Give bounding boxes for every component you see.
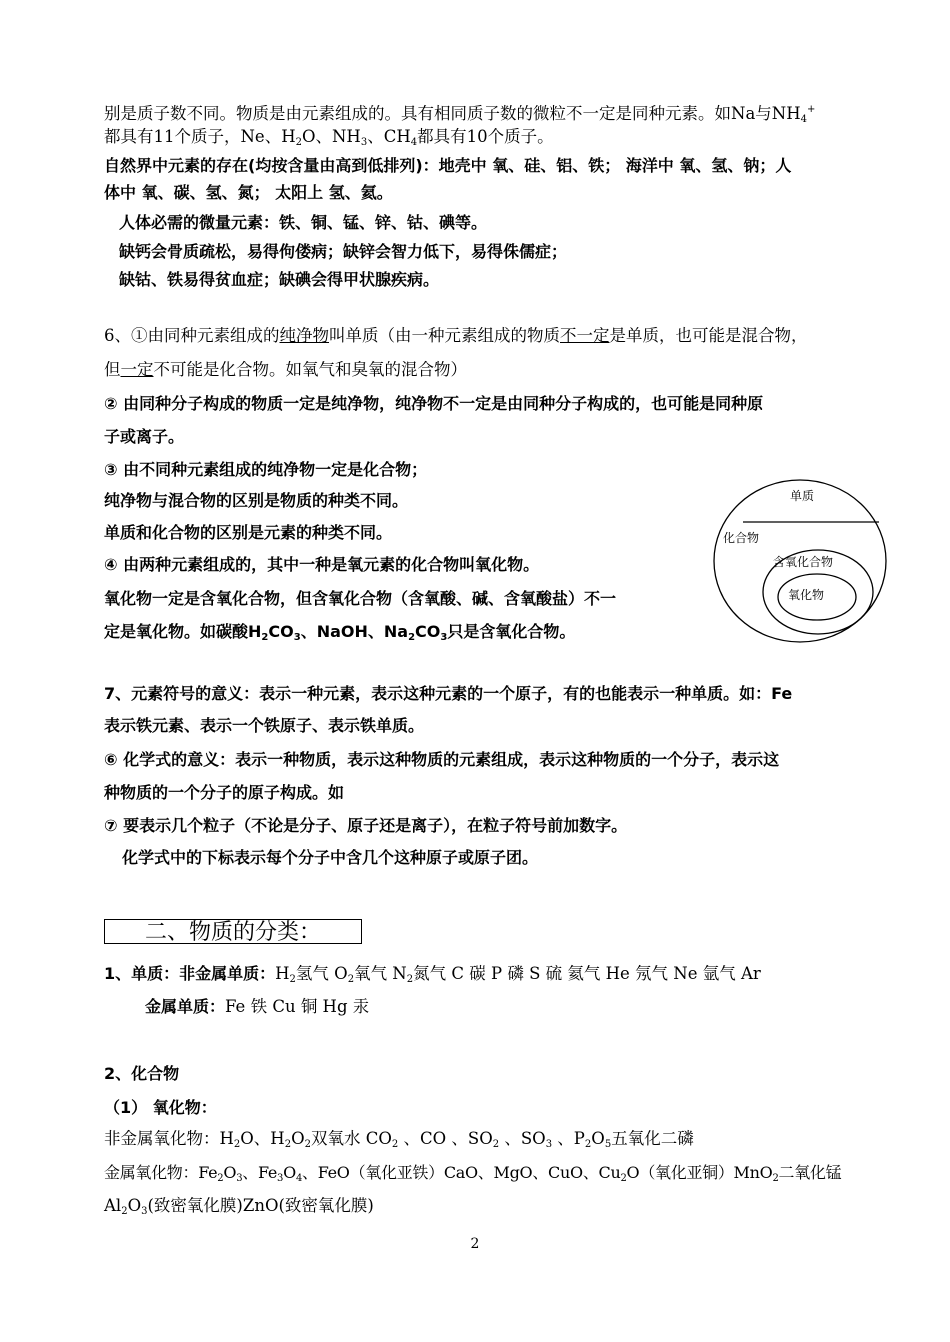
text-line: 缺钙会骨质疏松，易得佝偻病；缺锌会智力低下，易得侏儒症； [119, 242, 568, 261]
section-heading: 二、物质的分类： [104, 919, 362, 944]
text-line: ⑥ 化学式的意义：表示一种物质，表示这种物质的元素组成，表示这种物质的一个分子，表示这 [104, 750, 780, 769]
text-line: 2、化合物 [104, 1064, 180, 1083]
text-line: 氧化物一定是含氧化合物，但含氧化合物（含氧酸、碱、含氧酸盐）不一 [104, 589, 617, 608]
text-line: 化学式中的下标表示每个分子中含几个这种原子或原子团。 [122, 848, 539, 867]
text-line: 7、元素符号的意义：表示一种元素，表示这种元素的一个原子，有的也能表示一种单质。如：Fe [104, 684, 793, 703]
text-line: 表示铁元素、表示一个铁原子、表示铁单质。 [104, 716, 425, 735]
text-line: 种物质的一个分子的原子构成。如 [104, 783, 345, 802]
text-line: 都具有11个质子，Ne、$H_2O$、$NH_3$、$CH_4$都具有10个质子。 [104, 127, 554, 148]
text-line: 但一定不可能是化合物。如氧气和臭氧的混合物） [104, 360, 467, 379]
page-number: 2 [470, 1236, 480, 1252]
text-line: 定是氧化物。如碳酸$H_2CO_3$、NaOH、$Na_2CO_3$只是含氧化合物。 [104, 622, 576, 643]
text-line: 金属氧化物：$Fe_2O_3$、$Fe_3O_4$、FeO（氧化亚铁）CaO、MgO、CuO、$Cu_2O$（氧化亚铜）MnO$_2$二氧化锰 [104, 1163, 842, 1184]
text-line: 1、单质：非金属单质：$H_2$氢气 $O_2$氧气 $N_2$氮气 C 碳 P 磷 S 硫 氦气 He 氖气 Ne 氩气 Ar [104, 964, 761, 985]
text-line: 缺钴、铁易得贫血症；缺碘会得甲状腺疾病。 [119, 270, 440, 289]
label-oxygen-compound: 含氧化合物 [773, 555, 834, 569]
text-line: 单质和化合物的区别是元素的种类不同。 [104, 523, 393, 542]
text-line: 纯净物与混合物的区别是物质的种类不同。 [104, 491, 409, 510]
text-line: 人体必需的微量元素：铁、铜、锰、锌、钴、碘等。 [119, 213, 488, 232]
text-line: 非金属氧化物：$H_2O$、$H_2O_2$双氧水 $CO_2$ 、CO 、$SO_2$ 、$SO_3$ 、$P_2O_5$五氧化二磷 [104, 1129, 694, 1150]
text-line: ② 由同种分子构成的物质一定是纯净物，纯净物不一定是由同种分子构成的，也可能是同种原 [104, 394, 764, 413]
label-compound: 化合物 [723, 531, 760, 545]
text-line: 别是质子数不同。物质是由元素组成的。具有相同质子数的微粒不一定是同种元素。如Na与$NH_4^+$ [104, 104, 816, 125]
text-line: 体中 氧、碳、氢、氮； 太阳上 氢、氦。 [104, 183, 393, 202]
text-line: ⑦ 要表示几个粒子（不论是分子、原子还是离子），在粒子符号前加数字。 [104, 816, 628, 835]
text-line: （1） 氧化物： [104, 1098, 217, 1117]
text-line: ③ 由不同种元素组成的纯净物一定是化合物； [104, 460, 428, 479]
classification-diagram [700, 470, 900, 650]
text-line: 金属单质：Fe 铁 Cu 铜 Hg 汞 [145, 997, 370, 1016]
text-line: 自然界中元素的存在(均按含量由高到低排列)：地壳中 氧、硅、铝、铁； 海洋中 氧、氢、钠；人 [104, 156, 792, 175]
label-elemental: 单质 [790, 489, 815, 503]
text-line: $Al_2O_3$(致密氧化膜)ZnO(致密氧化膜) [104, 1196, 374, 1217]
text-line: 6、①由同种元素组成的纯净物叫单质（由一种元素组成的物质不一定是单质，也可能是混合物， [104, 326, 808, 345]
label-oxide: 氧化物 [788, 588, 825, 602]
text-line: 子或离子。 [104, 427, 185, 446]
text-line: ④ 由两种元素组成的，其中一种是氧元素的化合物叫氧化物。 [104, 555, 540, 574]
